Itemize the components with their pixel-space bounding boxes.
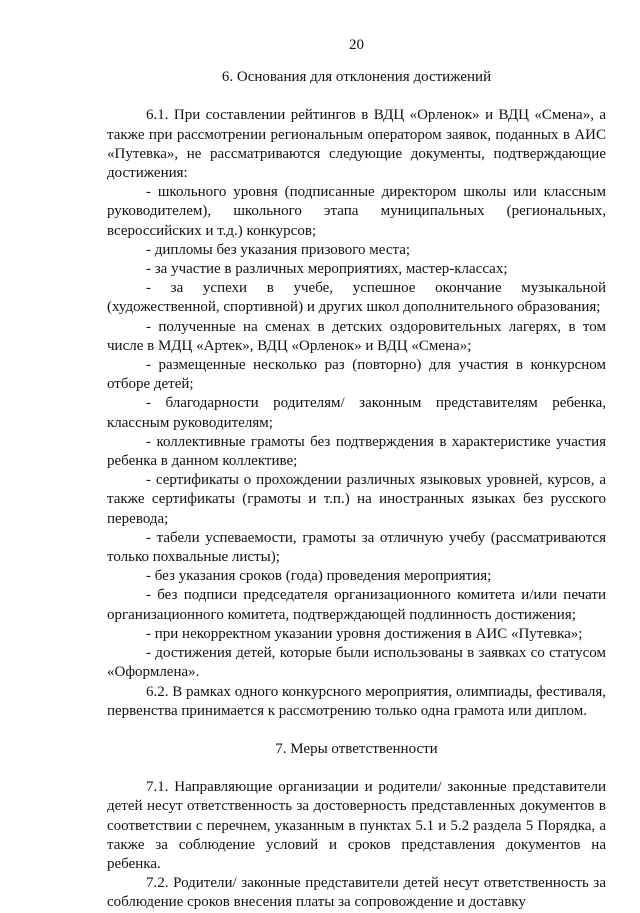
list-item-study-success: - за успехи в учебе, успешное окончание музыкальной (художественной, спортивной) и других школ дополнительного образования; <box>107 280 606 316</box>
section-6-body <box>107 106 606 721</box>
list-item-no-dates: - без указания сроков (года) проведения мероприятия; <box>146 568 492 585</box>
section-6-title: 6. Основания для отклонения достижений <box>221 69 492 86</box>
paragraph-7-2: 7.2. Родители/ законные представители детей несут ответственность за соблюдение сроков внесения платы за сопровождение и доставку <box>107 875 606 911</box>
list-item-report-cards: - табели успеваемости, грамоты за отличную учебу (рассматриваются только похвальные листы); <box>107 529 606 566</box>
paragraph-6-2: 6.2. В рамках одного конкурсного мероприятия, олимпиады, фестиваля, первенства принимается к рассмотрению только одна грамота или диплом. <box>107 683 606 719</box>
list-item-diplomas-without-place: - дипломы без указания призового места; <box>146 241 411 258</box>
list-item-used-achievements: - достижения детей, которые были использованы в заявках со статусом «Оформлена». <box>107 645 606 681</box>
section-7-body <box>107 778 606 912</box>
paragraph-7-1: 7.1. Направляющие организации и родители/ законные представители детей несут ответственность за достоверность представленных документов в соответствии с перечнем, указанным в пунктах 5.1 и 5.2 раздела 5 Порядка, а также за соблюдение условий и сроков представления документов на ребенка. <box>107 779 606 872</box>
list-item-repeated: - размещенные несколько раз (повторно) для участия в конкурсном отборе детей; <box>107 357 606 393</box>
list-item-school-level: - школьного уровня (подписанные директором школы или классным руководителем), школьного этапа муниципальных (региональных, всероссийских и т.д.) конкурсов; <box>107 184 606 239</box>
list-item-collective-diplomas: - коллективные грамоты без подтверждения в характеристике участия ребенка в данном коллективе; <box>107 433 606 470</box>
list-item-camp-shifts: - полученные на сменах в детских оздоровительных лагерях, в том числе в МДЦ «Артек», ВДЦ «Орленок» и ВДЦ «Смена»; <box>107 318 606 354</box>
paragraph-6-1: 6.1. При составлении рейтингов в ВДЦ «Орленок» и ВДЦ «Смена», а также при рассмотрении региональным оператором заявок, поданных в АИС «Путевка», не рассматриваются следующие документы, подтверждающие достижения: <box>107 107 606 182</box>
list-item-incorrect-level: - при некорректном указании уровня достижения в АИС «Путевка»; <box>146 625 583 642</box>
list-item-no-signature: - без подписи председателя организационного комитета и/или печати организационного комитета, подтверждающей подлинность достижения; <box>107 587 606 623</box>
list-item-language-certificates: - сертификаты о прохождении различных языковых уровней, курсов, а также сертификаты (грамоты и т.п.) на иностранных языках без русского перевода; <box>107 472 606 527</box>
section-7-title: 7. Меры ответственности <box>275 740 438 757</box>
list-item-participation: - за участие в различных мероприятиях, мастер-классах; <box>146 261 508 278</box>
list-item-thanks-to-parents: - благодарности родителям/ законным представителям ребенка, классным руководителям; <box>107 395 606 431</box>
page-number: 20 <box>349 37 364 53</box>
